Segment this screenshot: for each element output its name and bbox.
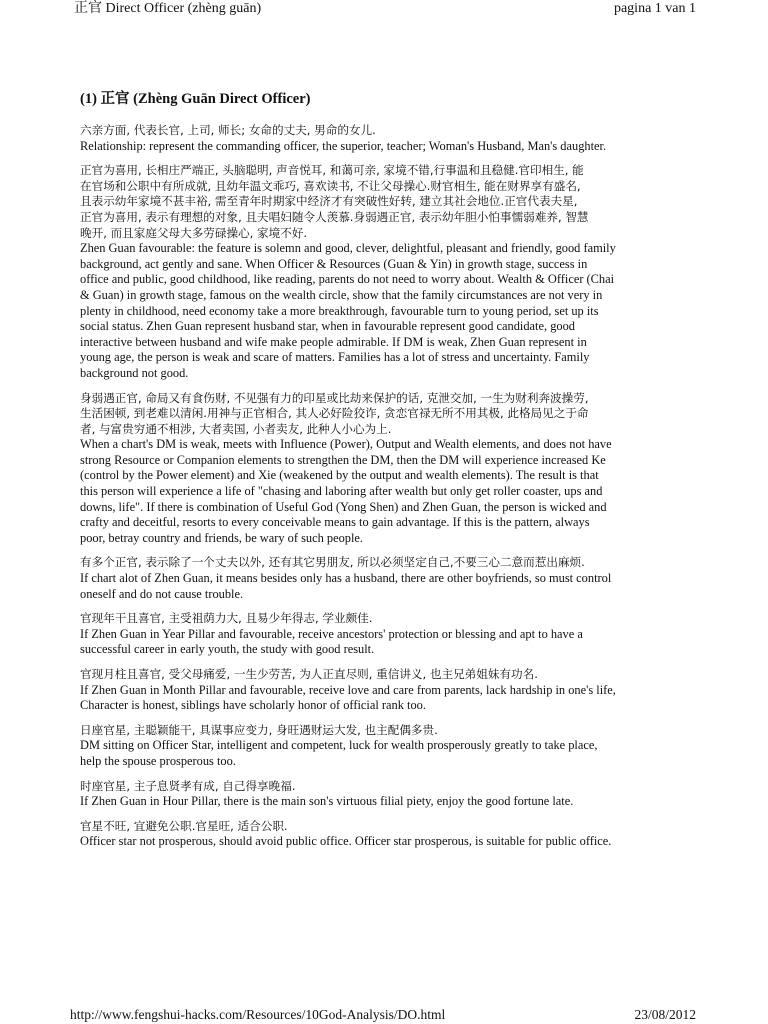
paragraph — [80, 819, 692, 850]
chinese-text-line: 且表示幼年家境不甚丰裕, 需至青年时期家中经济才有突破性好转, 建立其社会地位.正官代表夫星, — [80, 194, 578, 209]
chinese-text-line: 在官场和公职中有所成就, 且幼年温文乖巧, 喜欢读书, 不让父母操心.财官相生, 能在财界享有盛名, — [80, 178, 581, 193]
chinese-text-line: 官星不旺, 宜避免公职.官星旺, 适合公职. — [80, 818, 288, 833]
chinese-text-line: 时座官星, 主子息贤孝有成, 自己得享晚福. — [80, 778, 296, 793]
paragraph — [80, 723, 692, 770]
page-header-title: 正官 Direct Officer (zhèng guān) — [74, 1, 262, 16]
page-number: pagina 1 van 1 — [613, 1, 696, 16]
english-text-line: If Zhen Guan in Hour Pillar, there is the main son's virtuous filial piety, enjoy the good fortune late. — [80, 794, 574, 809]
english-text-line: (control by the Power element) and Xie (weakened by the output and wealth elements). The result is that — [80, 468, 599, 483]
english-text-line: oneself and do not cause trouble. — [80, 586, 244, 601]
paragraph — [80, 163, 692, 381]
english-text-line: strong Resource or Companion elements to strengthen the DM, then the DM will experience increased Ke — [80, 452, 606, 467]
english-text-line: help the spouse prosperous too. — [80, 753, 236, 768]
chinese-text-line: 正官为喜用, 表示有理想的对象, 且夫唱妇随令人羡慕.身弱遇正官, 表示幼年胆小怕事懦弱难养, 智慧 — [80, 209, 589, 224]
english-text-line: young age, the person is weak and scare of matters. Families has a lot of stress and uncertainty. Family — [80, 350, 590, 365]
paragraph — [80, 555, 692, 602]
chinese-text-line: 日座官星, 主聪颖能干, 具谋事应变力, 身旺遇财运大发, 也主配偶多贵. — [80, 722, 438, 737]
english-text-line: this person will experience a life of "chasing and laboring after wealth but only get roller coaster, ups and — [80, 484, 603, 499]
print-date: 23/08/2012 — [634, 1007, 696, 1022]
document-body — [80, 123, 692, 859]
chinese-text-line: 有多个正官, 表示除了一个丈夫以外, 还有其它男朋友, 所以必须坚定自己,不要三心二意而惹出麻烦. — [80, 555, 585, 570]
english-text-line: Officer star not prosperous, should avoid public office. Officer star prosperous, is suitable for public office. — [80, 834, 612, 849]
english-text-line: successful career in early youth, the study with good result. — [80, 642, 375, 657]
english-text-line: When a chart's DM is weak, meets with Influence (Power), Output and Wealth elements, and does not have — [80, 437, 612, 452]
english-text-line: background not good. — [80, 365, 189, 380]
chinese-text-line: 官现月柱且喜官, 受父母痛爱, 一生少劳苦, 为人正直尽则, 重信讲义, 也主兄弟姐妹有功名. — [80, 667, 538, 681]
chinese-text-line: 者, 与富贵穷通不相涉, 大者卖国, 小者卖友, 此种人小心为上. — [80, 421, 392, 436]
chinese-text-line: 官现年干且喜官, 主受祖荫力大, 且易少年得志, 学业颇佳. — [80, 611, 373, 626]
english-text-line: downs, life". If there is combination of Useful God (Yong Shen) and Zhen Guan, the person is wicked and — [80, 499, 607, 514]
english-text-line: Character is honest, siblings have scholarly honor of official rank too. — [80, 698, 426, 713]
chinese-text-line: 晚开, 而且家庭父母大多劳碌操心, 家境不好. — [80, 225, 308, 240]
chinese-text-line: 正官为喜用, 长相庄严端正, 头脑聪明, 声音悦耳, 和蔼可亲, 家境不错,行事温和且稳健.官印相生, 能 — [80, 163, 584, 178]
english-text-line: Zhen Guan favourable: the feature is solemn and good, clever, delightful, pleasant and friendly, good family — [80, 241, 616, 256]
english-text-line: plenty in childhood, need economy take a more breakthrough, favourable turn to young period, set up its — [80, 303, 599, 318]
english-text-line: Relationship: represent the commanding officer, the superior, teacher; Woman's Husband, Man's daughter. — [80, 138, 607, 153]
english-text-line: background, act gently and sane. When Officer & Resources (Guan & Yin) in growth stage, success in — [80, 256, 588, 271]
english-text-line: If chart alot of Zhen Guan, it means besides only has a husband, there are other boyfriends, so must control — [80, 571, 612, 586]
paragraph — [80, 123, 692, 154]
english-text-line: DM sitting on Officer Star, intelligent and competent, luck for wealth prosperously greatly to take place, — [80, 738, 598, 753]
paragraph — [80, 611, 692, 658]
english-text-line: interactive between husband and wife make people admirable. If DM is weak, Zhen Guan represent in — [80, 334, 587, 349]
section-heading: (1) 正官 (Zhèng Guān Direct Officer) — [80, 91, 311, 107]
paragraph — [80, 779, 692, 810]
paragraph — [80, 667, 692, 714]
english-text-line: poor, betray country and friends, be wary of such people. — [80, 530, 364, 545]
english-text-line: social status. Zhen Guan represent husband star, when in favourable represent good candidate, good — [80, 319, 575, 334]
chinese-text-line: 六亲方面, 代表长官, 上司, 师长; 女命的丈夫, 男命的女儿. — [80, 123, 376, 137]
source-url-link[interactable]: http://www.fengshui-hacks.com/Resources/10God-Analysis/DO.html — [70, 1007, 446, 1022]
english-text-line: If Zhen Guan in Year Pillar and favourable, receive ancestors' protection or blessing and apt to have a — [80, 626, 583, 641]
english-text-line: & Guan) in growth stage, famous on the wealth circle, show that the family circumstances are not very in — [80, 287, 603, 302]
english-text-line: crafty and deceitful, resorts to every conceivable means to gain advantage. If this is the pattern, always — [80, 515, 590, 530]
english-text-line: If Zhen Guan in Month Pillar and favourable, receive love and care from parents, lack hardship in one's life, — [80, 682, 616, 697]
chinese-text-line: 生活困顿, 到老难以清闲.用神与正官相合, 其人必好险狡诈, 贪恋官禄无所不用其极, 此格局见之于命 — [80, 406, 589, 421]
paragraph — [80, 391, 692, 547]
english-text-line: office and public, good childhood, like reading, parents do not need to worry about. Wealth & Officer (Chai — [80, 272, 615, 287]
chinese-text-line: 身弱遇正官, 命局又有食伤财, 不见强有力的印星或比劫来保护的话, 克泄交加, 一生为财利奔波操劳, — [80, 390, 589, 405]
